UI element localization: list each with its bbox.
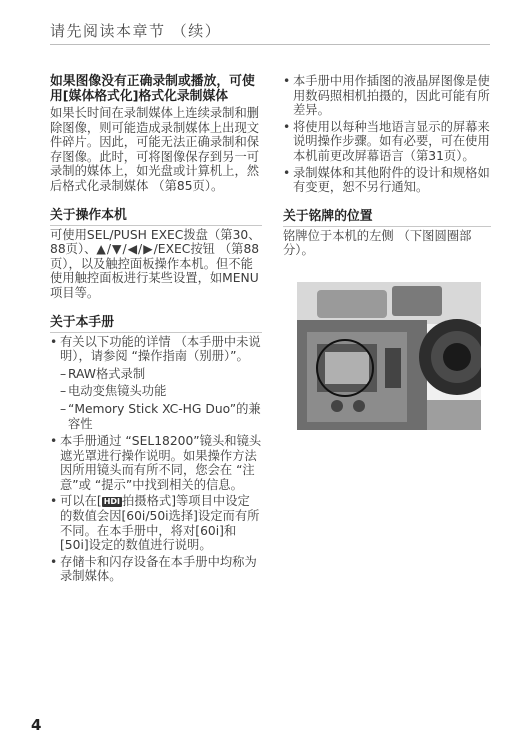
- list-item: • 有关以下功能的详情 （本手册中未说明），请参阅 “操作指南（别册）”。: [50, 335, 262, 364]
- header-divider: [50, 44, 490, 45]
- list-item: • 将使用以每种当地语言显示的屏幕来说明操作步骤。如有必要，可在使用本机前更改屏幕语言（第31页）。: [283, 120, 491, 164]
- left-column: [50, 74, 262, 586]
- page-header-title: 请先阅读本章节 （续）: [50, 22, 222, 40]
- direction-arrows-icon: ▲/▼/◀/▶: [96, 242, 154, 257]
- list-item: • 本手册中用作插图的液晶屏图像是使用数码照相机拍摄的，因此可能有所差异。: [283, 74, 491, 118]
- list-item: • 本手册通过 “SEL18200”镜头和镜头遮光罩进行操作说明。如果操作方法因所用镜头而有所不同，您会在 “注意”或 “提示”中找到相关的信息。: [50, 434, 262, 492]
- camera-nameplate-image: [297, 282, 481, 430]
- sub-list-item: – “Memory Stick XC-HG Duo”的兼容性: [50, 402, 262, 431]
- section-title-format-media: 如果图像没有正确录制或播放，可使用[媒体格式化]格式化录制媒体: [50, 74, 255, 104]
- section-title-operation: 关于操作本机: [50, 208, 262, 226]
- right-column: [283, 74, 491, 258]
- camera-illustration: [297, 282, 481, 430]
- list-item-text-b: 拍摄格式]等项目中设定的数值会因[60i/50i选择]设定而有所不同。在本手册中，将对[60i]和[50i]设定的数值进行说明。: [60, 494, 260, 553]
- section-body-nameplate: 铭牌位于本机的左侧 （下图圆圈部分）。: [283, 228, 472, 258]
- hdi-badge-icon: HDI: [103, 497, 121, 507]
- list-item: [50, 494, 262, 552]
- list-item: • 存储卡和闪存设备在本手册中均称为录制媒体。: [50, 555, 262, 584]
- section-title-manual: 关于本手册: [50, 315, 262, 333]
- list-item: • 录制媒体和其他附件的设计和规格如有变更，恕不另行通知。: [283, 166, 491, 195]
- section-title-nameplate: 关于铭牌的位置: [283, 209, 491, 227]
- operation-text-a: 可使用SEL/PUSH EXEC拨盘（第30、88页）、: [50, 227, 261, 257]
- section-body-operation: [50, 228, 262, 301]
- list-item-text-a: 可以在[: [60, 494, 102, 509]
- sub-list-item: – RAW格式录制: [50, 367, 262, 382]
- section-body-format-media: 如果长时间在录制媒体上连续录制和删除图像，则可能造成录制媒体上出现文件碎片。因此，可能无法正确录制和保存图像。此时，可将图像保存到另一可录制的媒体上，如光盘或计算机上，然后格式化录制媒体 （第85页）。: [50, 106, 260, 193]
- sub-list-item: – 电动变焦镜头功能: [50, 384, 262, 399]
- page-number: 4: [31, 716, 42, 734]
- operation-text-b: /EXEC按钮 （第88页），以及触控面板操作本机。但不能使用触控面板进行某些设置，如MENU项目等。: [50, 242, 260, 300]
